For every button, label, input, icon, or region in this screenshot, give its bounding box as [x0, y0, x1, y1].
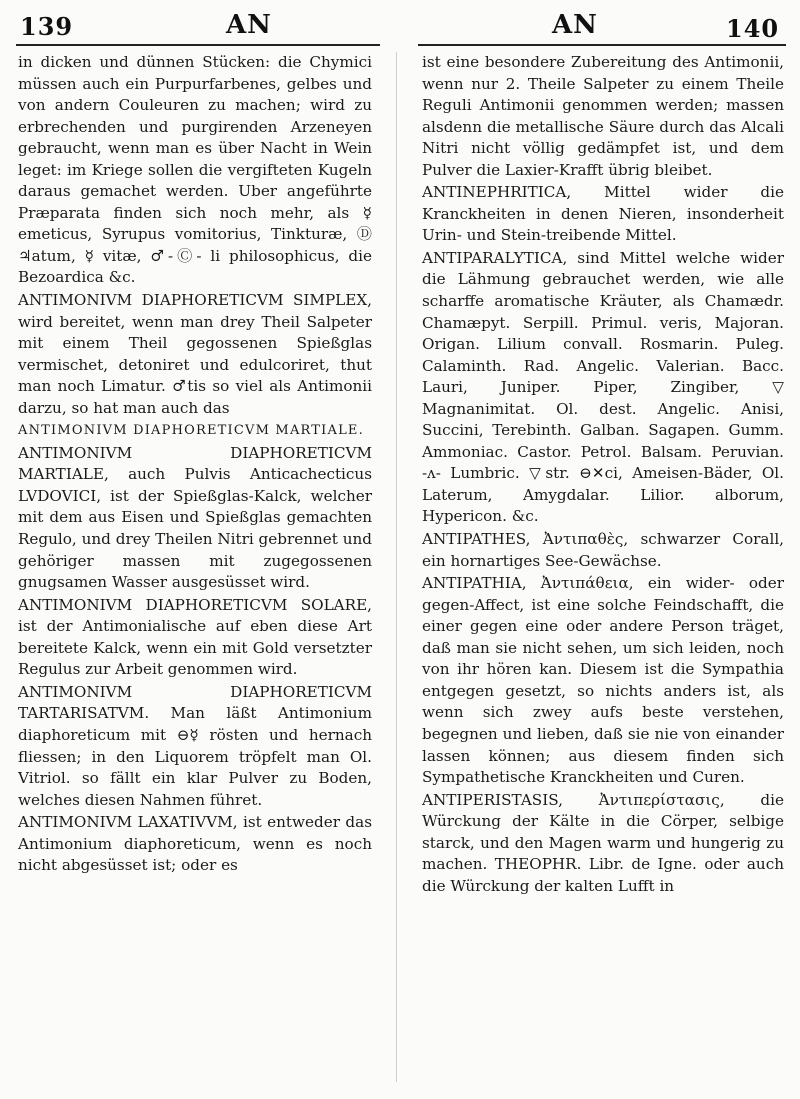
- entry-heading-martiale: ANTIMONIVM DIAPHORETICVM MARTIALE.: [18, 423, 364, 439]
- right-running-head: AN: [552, 10, 598, 40]
- column-divider: [396, 52, 397, 1082]
- entry-antimonium-diaphoreticum-solare: ANTIMONIVM DIAPHORETICVM SOLARE, ist der Antimonialische auf eben diese Art bereitete Kalck, wenn ein mit Gold versetzter Regulus zur Arbeit genommen wird.: [18, 595, 372, 679]
- right-header-rule: [418, 44, 786, 46]
- entry-antimonium-diaphoreticum-simplex: ANTIMONIVM DIAPHORETICVM SIMPLEX, wird bereitet, wenn man drey Theil Salpeter mit einem Theil gegossenen Spießglas vermischet, detoniret und edulcoriret, thut man noch Limatur. ♂tis so viel als Antimonii darzu, so hat man auch das: [18, 291, 372, 417]
- entry-antimonium-diaphoreticum-tartarisatum: ANTIMONIVM DIAPHORETICVM TARTARISATVM. Man läßt Antimonium diaphoreticum mit ⊖☿ rösten und hernach fliessen; in den Liquorem tröpfelt man Ol. Vitriol. so fällt ein klar Pulver zu Boden, welches diesen Nahmen führet.: [18, 682, 372, 809]
- left-running-head: AN: [226, 10, 272, 40]
- left-header-rule: [16, 44, 380, 46]
- left-page-number: 139: [20, 12, 74, 41]
- entry-antimonium-diaphoreticum-martiale: ANTIMONIVM DIAPHORETICVM MARTIALE, auch Pulvis Anticachecticus LVDOVICI, ist der Spießglas-Kalck, welcher mit dem aus Eisen und Spießglas gemachten Regulo, und drey Theilen Nitri gebrennet und gehöriger massen mit zugegossenen gnugsamen Wasser ausgesüsset wird.: [18, 443, 372, 592]
- entry-antipathes: ANTIPATHES, Ἀντιπαθὲς, schwarzer Corall, ein hornartiges See-Gewächse.: [422, 530, 784, 570]
- paragraph: in dicken und dünnen Stücken: die Chymici müssen auch ein Purpurfarbenes, gelbes und von andern Couleuren zu machen; wird zu erbrechenden und purgirenden Arzeneyen gebraucht, wenn man es über Nacht in Wein leget: im Kriege sollen die vergifteten Kugeln daraus gemachet werden. Uber angeführte Præparata finden sich noch mehr, als ☿ emeticus, Syrupus vomitorius, Tinkturæ, Ⓓ ♃atum, ☿ vitæ, ♂-Ⓒ- li philosophicus, die Bezoardica &c.: [18, 53, 372, 287]
- entry-antipathia: ANTIPATHIA, Ἀντιπάθεια, ein wider- oder gegen-Affect, ist eine solche Feindschafft, die einer gegen eine oder andere Person träget, daß man sie nicht sehen, um sich leiden, noch von ihr hören kan. Diesem ist die Sympathia entgegen gesetzt, so nichts anders ist, als wenn sich zwey aufs beste verstehen, begegnen und lieben, daß sie nie von einander lassen können; aus diesem finden sich Sympathetische Kranckheiten und Curen.: [422, 574, 784, 787]
- entry-antimonium-laxativum: ANTIMONIVM LAXATIVVM, ist entweder das Antimonium diaphoreticum, wenn es noch nicht abgesüsset ist; oder es: [18, 813, 372, 875]
- running-header: [0, 0, 800, 50]
- entry-antiperistasis: ANTIPERISTASIS, Ἀντιπερίστασις, die Würckung der Kälte in die Cörper, selbige starck, und den Magen warm und hungerig zu machen. THEOPHR. Libr. de Igne. oder auch die Würckung der kalten Lufft in: [422, 790, 784, 895]
- right-page-number: 140: [726, 14, 780, 43]
- left-column: [18, 52, 372, 877]
- paragraph: ist eine besondere Zubereitung des Antimonii, wenn nur 2. Theile Salpeter zu einem Theile Reguli Antimonii genommen werden; massen alsdenn die metallische Säure durch das Alcali Nitri nicht völlig gedämpfet ist, und dem Pulver die Laxier-Krafft übrig bleibet.: [422, 53, 784, 179]
- entry-antinephritica: ANTINEPHRITICA, Mittel wider die Kranckheiten in denen Nieren, insonderheit Urin- und Stein-treibende Mittel.: [422, 183, 784, 245]
- entry-antiparalytica: ANTIPARALYTICA, sind Mittel welche wider die Lähmung gebrauchet werden, wie alle scharffe aromatische Kräuter, als Chamædr. Chamæpyt. Serpill. Primul. veris, Majoran. Origan. Lilium convall. Rosmarin. Puleg. Calaminth. Rad. Angelic. Valerian. Bacc. Lauri, Juniper. Piper, Zingiber, ▽ Magnanimitat. Ol. dest. Angelic. Anisi, Succini, Terebinth. Galban. Sagapen. Gumm. Ammoniac. Castor. Petrol. Balsam. Peruvian. -ʌ- Lumbric. ▽str. ⊖✕ci, Ameisen-Bäder, Ol. Laterum, Amygdalar. Lilior. alborum, Hypericon. &c.: [422, 248, 784, 526]
- right-column: [422, 52, 784, 897]
